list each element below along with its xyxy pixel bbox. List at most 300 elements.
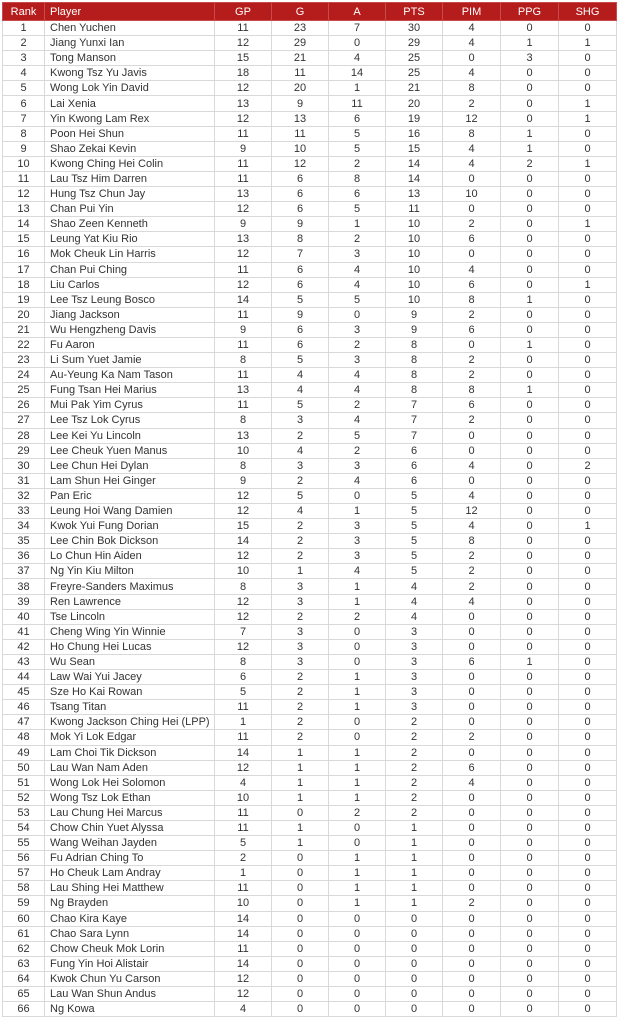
goals-cell: 2 (272, 609, 329, 624)
ppg-cell: 0 (501, 1002, 559, 1017)
column-header-g[interactable]: G (272, 3, 329, 21)
table-row (3, 383, 617, 398)
table-row (3, 715, 617, 730)
table-row (3, 519, 617, 534)
shg-cell: 0 (559, 836, 617, 851)
pim-cell: 0 (443, 443, 501, 458)
rank-cell: 18 (3, 277, 45, 292)
pim-cell: 0 (443, 987, 501, 1002)
pim-cell: 8 (443, 292, 501, 307)
pim-cell: 0 (443, 609, 501, 624)
table-row (3, 745, 617, 760)
points-cell: 1 (386, 836, 443, 851)
shg-cell: 0 (559, 247, 617, 262)
rank-cell: 58 (3, 881, 45, 896)
table-row (3, 911, 617, 926)
table-row (3, 790, 617, 805)
goals-cell: 12 (272, 156, 329, 171)
ppg-cell: 1 (501, 126, 559, 141)
shg-cell: 0 (559, 171, 617, 186)
ppg-cell: 0 (501, 504, 559, 519)
pim-cell: 0 (443, 820, 501, 835)
rank-cell: 66 (3, 1002, 45, 1017)
player-name-cell: Lee Tsz Leung Bosco (45, 292, 215, 307)
goals-cell: 2 (272, 473, 329, 488)
goals-cell: 2 (272, 670, 329, 685)
rank-cell: 29 (3, 443, 45, 458)
goals-cell: 0 (272, 866, 329, 881)
pim-cell: 4 (443, 156, 501, 171)
shg-cell: 0 (559, 926, 617, 941)
goals-cell: 9 (272, 307, 329, 322)
table-row (3, 836, 617, 851)
ppg-cell: 0 (501, 21, 559, 36)
pim-cell: 4 (443, 458, 501, 473)
assists-cell: 1 (329, 700, 386, 715)
pim-cell: 0 (443, 624, 501, 639)
table-row (3, 262, 617, 277)
table-row (3, 217, 617, 232)
rank-cell: 64 (3, 971, 45, 986)
gp-cell: 12 (215, 81, 272, 96)
assists-cell: 3 (329, 322, 386, 337)
gp-cell: 14 (215, 745, 272, 760)
shg-cell: 0 (559, 126, 617, 141)
gp-cell: 8 (215, 579, 272, 594)
ppg-cell: 0 (501, 217, 559, 232)
gp-cell: 11 (215, 171, 272, 186)
ppg-cell: 0 (501, 277, 559, 292)
column-header-shg[interactable]: SHG (559, 3, 617, 21)
goals-cell: 1 (272, 775, 329, 790)
points-cell: 10 (386, 262, 443, 277)
assists-cell: 1 (329, 760, 386, 775)
table-row (3, 654, 617, 669)
column-header-pts[interactable]: PTS (386, 3, 443, 21)
ppg-cell: 0 (501, 171, 559, 186)
table-row (3, 624, 617, 639)
gp-cell: 5 (215, 836, 272, 851)
points-cell: 7 (386, 428, 443, 443)
column-header-gp[interactable]: GP (215, 3, 272, 21)
assists-cell: 4 (329, 383, 386, 398)
header-row (3, 3, 617, 21)
rank-cell: 16 (3, 247, 45, 262)
shg-cell: 0 (559, 685, 617, 700)
ppg-cell: 0 (501, 820, 559, 835)
points-cell: 25 (386, 51, 443, 66)
goals-cell: 6 (272, 262, 329, 277)
gp-cell: 7 (215, 624, 272, 639)
player-name-cell: Chow Chin Yuet Alyssa (45, 820, 215, 835)
assists-cell: 0 (329, 820, 386, 835)
table-row (3, 971, 617, 986)
gp-cell: 4 (215, 1002, 272, 1017)
pim-cell: 6 (443, 398, 501, 413)
table-row (3, 926, 617, 941)
table-row (3, 594, 617, 609)
points-cell: 8 (386, 353, 443, 368)
rank-cell: 19 (3, 292, 45, 307)
assists-cell: 1 (329, 504, 386, 519)
goals-cell: 3 (272, 624, 329, 639)
ppg-cell: 0 (501, 745, 559, 760)
player-name-cell: Kwong Ching Hei Colin (45, 156, 215, 171)
rank-cell: 51 (3, 775, 45, 790)
points-cell: 25 (386, 66, 443, 81)
assists-cell: 1 (329, 81, 386, 96)
ppg-cell: 1 (501, 654, 559, 669)
player-name-cell: Mok Cheuk Lin Harris (45, 247, 215, 262)
player-name-cell: Lau Shing Hei Matthew (45, 881, 215, 896)
ppg-cell: 0 (501, 775, 559, 790)
goals-cell: 11 (272, 126, 329, 141)
gp-cell: 10 (215, 896, 272, 911)
shg-cell: 0 (559, 896, 617, 911)
gp-cell: 9 (215, 322, 272, 337)
player-name-cell: Lee Chun Hei Dylan (45, 458, 215, 473)
points-cell: 3 (386, 654, 443, 669)
gp-cell: 9 (215, 141, 272, 156)
shg-cell: 0 (559, 971, 617, 986)
gp-cell: 6 (215, 670, 272, 685)
gp-cell: 12 (215, 36, 272, 51)
rank-cell: 34 (3, 519, 45, 534)
shg-cell: 0 (559, 413, 617, 428)
assists-cell: 0 (329, 488, 386, 503)
ppg-cell: 0 (501, 187, 559, 202)
assists-cell: 1 (329, 896, 386, 911)
gp-cell: 2 (215, 851, 272, 866)
rank-cell: 3 (3, 51, 45, 66)
table-row (3, 881, 617, 896)
assists-cell: 2 (329, 609, 386, 624)
points-cell: 20 (386, 96, 443, 111)
points-cell: 2 (386, 760, 443, 775)
assists-cell: 0 (329, 987, 386, 1002)
table-row (3, 232, 617, 247)
assists-cell: 0 (329, 654, 386, 669)
player-name-cell: Lo Chun Hin Aiden (45, 549, 215, 564)
goals-cell: 20 (272, 81, 329, 96)
points-cell: 3 (386, 700, 443, 715)
gp-cell: 12 (215, 609, 272, 624)
column-header-a[interactable]: A (329, 3, 386, 21)
pim-cell: 4 (443, 141, 501, 156)
player-name-cell: Lau Chung Hei Marcus (45, 805, 215, 820)
points-cell: 8 (386, 368, 443, 383)
points-cell: 29 (386, 36, 443, 51)
goals-cell: 6 (272, 277, 329, 292)
rank-cell: 32 (3, 488, 45, 503)
table-row (3, 473, 617, 488)
assists-cell: 4 (329, 277, 386, 292)
player-name-cell: Jiang Yunxi Ian (45, 36, 215, 51)
player-name-cell: Ho Chung Hei Lucas (45, 639, 215, 654)
ppg-cell: 0 (501, 685, 559, 700)
gp-cell: 11 (215, 700, 272, 715)
assists-cell: 0 (329, 624, 386, 639)
assists-cell: 3 (329, 549, 386, 564)
pim-cell: 2 (443, 579, 501, 594)
rank-cell: 63 (3, 956, 45, 971)
rank-cell: 44 (3, 670, 45, 685)
table-row (3, 353, 617, 368)
gp-cell: 13 (215, 187, 272, 202)
gp-cell: 13 (215, 232, 272, 247)
shg-cell: 0 (559, 398, 617, 413)
shg-cell: 1 (559, 111, 617, 126)
points-cell: 2 (386, 790, 443, 805)
assists-cell: 3 (329, 519, 386, 534)
gp-cell: 10 (215, 443, 272, 458)
goals-cell: 2 (272, 428, 329, 443)
ppg-cell: 0 (501, 96, 559, 111)
points-cell: 3 (386, 624, 443, 639)
rank-cell: 26 (3, 398, 45, 413)
shg-cell: 0 (559, 141, 617, 156)
player-name-cell: Fu Aaron (45, 337, 215, 352)
rank-cell: 20 (3, 307, 45, 322)
player-name-cell: Lau Wan Shun Andus (45, 987, 215, 1002)
goals-cell: 1 (272, 564, 329, 579)
shg-cell: 0 (559, 579, 617, 594)
table-row (3, 156, 617, 171)
points-cell: 0 (386, 987, 443, 1002)
player-name-cell: Wong Lok Hei Solomon (45, 775, 215, 790)
shg-cell: 0 (559, 21, 617, 36)
player-name-cell: Lee Cheuk Yuen Manus (45, 443, 215, 458)
points-cell: 0 (386, 911, 443, 926)
gp-cell: 12 (215, 488, 272, 503)
shg-cell: 0 (559, 51, 617, 66)
player-name-cell: Kwong Tsz Yu Javis (45, 66, 215, 81)
goals-cell: 9 (272, 96, 329, 111)
goals-cell: 5 (272, 398, 329, 413)
gp-cell: 14 (215, 956, 272, 971)
column-header-ppg[interactable]: PPG (501, 3, 559, 21)
ppg-cell: 0 (501, 881, 559, 896)
shg-cell: 2 (559, 458, 617, 473)
goals-cell: 0 (272, 881, 329, 896)
assists-cell: 1 (329, 745, 386, 760)
ppg-cell: 0 (501, 202, 559, 217)
assists-cell: 6 (329, 111, 386, 126)
gp-cell: 11 (215, 398, 272, 413)
player-name-cell: Jiang Jackson (45, 307, 215, 322)
rank-cell: 65 (3, 987, 45, 1002)
player-name-cell: Kwong Jackson Ching Hei (LPP) (45, 715, 215, 730)
table-row (3, 639, 617, 654)
assists-cell: 3 (329, 534, 386, 549)
shg-cell: 0 (559, 322, 617, 337)
pim-cell: 4 (443, 519, 501, 534)
ppg-cell: 0 (501, 413, 559, 428)
assists-cell: 3 (329, 247, 386, 262)
shg-cell: 1 (559, 156, 617, 171)
table-row (3, 866, 617, 881)
gp-cell: 18 (215, 66, 272, 81)
goals-cell: 0 (272, 911, 329, 926)
player-name-cell: Mok Yi Lok Edgar (45, 730, 215, 745)
assists-cell: 2 (329, 232, 386, 247)
player-name-cell: Shao Zeen Kenneth (45, 217, 215, 232)
points-cell: 0 (386, 956, 443, 971)
gp-cell: 13 (215, 96, 272, 111)
assists-cell: 1 (329, 790, 386, 805)
rank-cell: 54 (3, 820, 45, 835)
goals-cell: 2 (272, 700, 329, 715)
pim-cell: 8 (443, 534, 501, 549)
gp-cell: 11 (215, 881, 272, 896)
points-cell: 6 (386, 458, 443, 473)
assists-cell: 2 (329, 443, 386, 458)
points-cell: 6 (386, 473, 443, 488)
shg-cell: 0 (559, 66, 617, 81)
rank-cell: 22 (3, 337, 45, 352)
pim-cell: 4 (443, 775, 501, 790)
table-row (3, 111, 617, 126)
ppg-cell: 0 (501, 247, 559, 262)
pim-cell: 0 (443, 926, 501, 941)
player-name-cell: Chen Yuchen (45, 21, 215, 36)
ppg-cell: 0 (501, 987, 559, 1002)
rank-cell: 36 (3, 549, 45, 564)
table-row (3, 96, 617, 111)
ppg-cell: 0 (501, 111, 559, 126)
assists-cell: 2 (329, 156, 386, 171)
assists-cell: 0 (329, 36, 386, 51)
rank-cell: 62 (3, 941, 45, 956)
gp-cell: 12 (215, 549, 272, 564)
player-name-cell: Chao Kira Kaye (45, 911, 215, 926)
points-cell: 10 (386, 232, 443, 247)
player-name-cell: Hung Tsz Chun Jay (45, 187, 215, 202)
column-header-rank[interactable]: Rank (3, 3, 45, 21)
shg-cell: 0 (559, 1002, 617, 1017)
player-name-cell: Liu Carlos (45, 277, 215, 292)
table-row (3, 337, 617, 352)
goals-cell: 5 (272, 488, 329, 503)
points-cell: 10 (386, 277, 443, 292)
gp-cell: 12 (215, 971, 272, 986)
pim-cell: 0 (443, 247, 501, 262)
gp-cell: 11 (215, 730, 272, 745)
pim-cell: 2 (443, 896, 501, 911)
gp-cell: 12 (215, 594, 272, 609)
assists-cell: 8 (329, 171, 386, 186)
rank-cell: 55 (3, 836, 45, 851)
gp-cell: 4 (215, 775, 272, 790)
assists-cell: 1 (329, 881, 386, 896)
shg-cell: 0 (559, 504, 617, 519)
pim-cell: 2 (443, 549, 501, 564)
rank-cell: 43 (3, 654, 45, 669)
goals-cell: 2 (272, 519, 329, 534)
column-header-pim[interactable]: PIM (443, 3, 501, 21)
rank-cell: 13 (3, 202, 45, 217)
rank-cell: 46 (3, 700, 45, 715)
points-cell: 4 (386, 594, 443, 609)
player-name-cell: Lau Wan Nam Aden (45, 760, 215, 775)
shg-cell: 0 (559, 473, 617, 488)
assists-cell: 0 (329, 941, 386, 956)
assists-cell: 1 (329, 685, 386, 700)
rank-cell: 50 (3, 760, 45, 775)
goals-cell: 6 (272, 322, 329, 337)
goals-cell: 5 (272, 292, 329, 307)
pim-cell: 0 (443, 790, 501, 805)
gp-cell: 12 (215, 277, 272, 292)
pim-cell: 0 (443, 866, 501, 881)
pim-cell: 4 (443, 36, 501, 51)
points-cell: 3 (386, 685, 443, 700)
table-row (3, 277, 617, 292)
assists-cell: 1 (329, 594, 386, 609)
shg-cell: 0 (559, 866, 617, 881)
ppg-cell: 0 (501, 730, 559, 745)
rank-cell: 40 (3, 609, 45, 624)
table-row (3, 534, 617, 549)
goals-cell: 1 (272, 836, 329, 851)
table-row (3, 292, 617, 307)
table-row (3, 307, 617, 322)
rank-cell: 59 (3, 896, 45, 911)
points-cell: 4 (386, 579, 443, 594)
shg-cell: 0 (559, 202, 617, 217)
table-row (3, 247, 617, 262)
table-row (3, 700, 617, 715)
shg-cell: 0 (559, 292, 617, 307)
rank-cell: 1 (3, 21, 45, 36)
shg-cell: 0 (559, 609, 617, 624)
points-cell: 2 (386, 805, 443, 820)
shg-cell: 0 (559, 549, 617, 564)
player-name-cell: Li Sum Yuet Jamie (45, 353, 215, 368)
shg-cell: 0 (559, 760, 617, 775)
gp-cell: 8 (215, 413, 272, 428)
assists-cell: 5 (329, 292, 386, 307)
pim-cell: 0 (443, 745, 501, 760)
table-row (3, 488, 617, 503)
column-header-player[interactable]: Player (45, 3, 215, 21)
ppg-cell: 0 (501, 458, 559, 473)
shg-cell: 0 (559, 534, 617, 549)
assists-cell: 0 (329, 730, 386, 745)
gp-cell: 14 (215, 926, 272, 941)
points-cell: 11 (386, 202, 443, 217)
points-cell: 4 (386, 609, 443, 624)
goals-cell: 10 (272, 141, 329, 156)
pim-cell: 0 (443, 685, 501, 700)
pim-cell: 0 (443, 805, 501, 820)
ppg-cell: 0 (501, 66, 559, 81)
table-row (3, 504, 617, 519)
table-row (3, 187, 617, 202)
player-name-cell: Lam Choi Tik Dickson (45, 745, 215, 760)
gp-cell: 15 (215, 51, 272, 66)
ppg-cell: 0 (501, 896, 559, 911)
ppg-cell: 0 (501, 866, 559, 881)
shg-cell: 0 (559, 639, 617, 654)
points-cell: 8 (386, 337, 443, 352)
ppg-cell: 1 (501, 383, 559, 398)
pim-cell: 8 (443, 126, 501, 141)
player-name-cell: Wu Sean (45, 654, 215, 669)
goals-cell: 4 (272, 504, 329, 519)
ppg-cell: 0 (501, 760, 559, 775)
rank-cell: 6 (3, 96, 45, 111)
